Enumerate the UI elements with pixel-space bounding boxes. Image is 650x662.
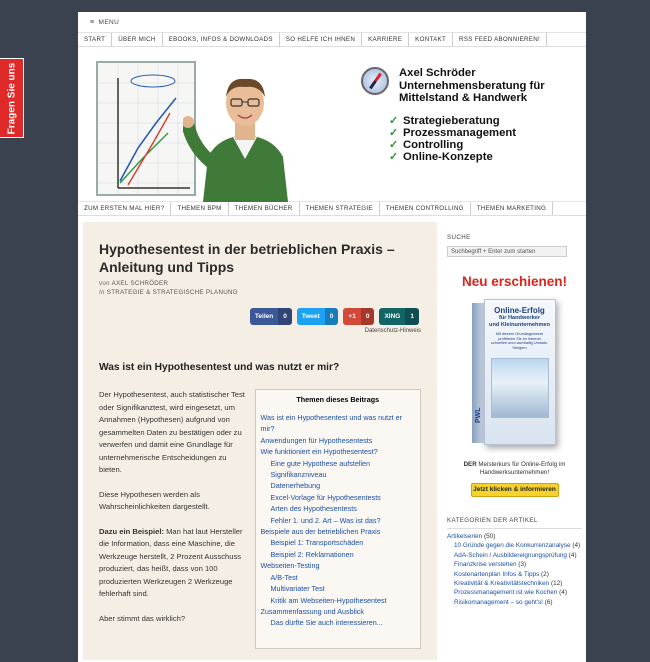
twitter-share-button[interactable]: Tweet 0 [297, 308, 339, 325]
mobile-menu-bar[interactable] [78, 12, 586, 33]
flipchart-drawing [98, 63, 194, 194]
checkmark-icon: ✓ [389, 139, 399, 152]
service-item: ✓ Online-Konzepte [389, 151, 493, 164]
toc-link[interactable]: Beispiel 2: Reklamationen [270, 549, 354, 559]
brand-line-2: Unternehmensberatung für [399, 79, 545, 92]
nav-item-strategy[interactable]: THEMEN STRATEGIE [300, 202, 380, 215]
feedback-side-tab[interactable] [0, 58, 24, 138]
facebook-share-button[interactable]: Teilen 0 [250, 308, 292, 325]
category-link[interactable]: Risikomanagement – so geht's! [454, 598, 543, 606]
toc-title: Themen dieses Beitrags [296, 395, 380, 404]
toc-link[interactable]: Beispiele aus der betrieblichen Praxis [260, 527, 381, 537]
section-heading: Was ist ein Hypothesentest und was nutzt er mir? [99, 362, 340, 373]
site-header-banner[interactable] [78, 47, 586, 202]
ebook-cover-image[interactable] [472, 299, 558, 449]
article-body [99, 389, 421, 649]
nav-item-contact[interactable]: KONTAKT [409, 33, 453, 46]
toc-link[interactable]: Multivariater Test [270, 584, 325, 594]
category-count: (4) [559, 589, 567, 597]
xing-share-button[interactable]: XING 1 [379, 308, 419, 325]
category-count: (4) [568, 551, 577, 559]
category-count: (2) [541, 570, 549, 578]
category-item [447, 570, 582, 579]
category-item [447, 541, 582, 550]
toc-link[interactable]: Anwendungen für Hypothesentests [260, 435, 373, 445]
compass-icon [361, 67, 389, 95]
category-item [447, 532, 582, 541]
category-item [447, 598, 582, 607]
nav-item-career[interactable]: KARRIERE [362, 33, 409, 46]
feedback-tab-label: Fragen Sie uns [6, 62, 17, 134]
categories-heading: KATEGORIEN DER ARTIKEL [447, 517, 582, 529]
toc-link[interactable]: Wie funktioniert ein Hypothesentest? [260, 447, 378, 457]
nav-item-controlling[interactable]: THEMEN CONTROLLING [380, 202, 471, 215]
toc-link[interactable]: Arten des Hypothesentests [270, 504, 357, 514]
nav-item-about[interactable]: ÜBER MICH [112, 33, 162, 46]
category-count: (4) [572, 542, 581, 550]
article-category: In STRATEGIE & STRATEGISCHE PLANUNG [99, 289, 238, 296]
category-link[interactable]: AdA-Schein / Ausbildereignungsprüfung [454, 551, 567, 559]
nav-item-rss[interactable]: RSS FEED ABONNIEREN! [453, 33, 547, 46]
paragraph: Aber stimmt das wirklich? [99, 613, 186, 623]
article-text [99, 389, 247, 649]
new-release-heading: Neu erschienen! [461, 274, 568, 289]
paragraph: Diese Hypothesen werden als Wahrscheinlichkeiten dargestellt. [99, 489, 210, 511]
category-item [447, 588, 582, 597]
privacy-notice-link[interactable]: Datenschutz-Hinweis [364, 328, 421, 334]
toc-link[interactable]: Webseiten-Testing [260, 561, 320, 571]
category-count: (12) [550, 580, 563, 588]
category-count: (3) [518, 561, 527, 569]
main-area [78, 216, 586, 660]
book-cover-photo [491, 358, 549, 418]
category-link[interactable]: 10 Gründe gegen die Konkurrenzanalyse [454, 542, 571, 550]
category-item [447, 579, 582, 588]
category-link[interactable]: Kostenartenplan Infos & Tipps [454, 570, 540, 578]
category-link[interactable]: Kreativität & Kreativitätstechniken [454, 580, 550, 588]
checkmark-icon: ✓ [389, 151, 399, 164]
service-item: ✓ Controlling [389, 139, 464, 152]
nav-item-start[interactable]: START [78, 33, 112, 46]
article-meta: von AXEL SCHRÖDER [99, 280, 169, 287]
primary-navigation [78, 33, 586, 47]
toc-link[interactable]: Das dürfte Sie auch interessieren... [270, 618, 383, 628]
example-paragraph: Dazu ein Beispiel: Man hat laut Hersteller die Information, dass eine Maschine, die Werkzeuge herstellt, 2 Prozent Ausschuss produziert, das heißt, dass von 100 produzierten Werkzeugen 2 Werkzeuge fehlerhaft sind. [99, 526, 243, 598]
toc-link[interactable]: Signifikanzniveau [270, 470, 327, 480]
book-spine-label: PWL [474, 407, 482, 423]
category-link[interactable]: Artikelserien [447, 533, 483, 540]
share-buttons [99, 308, 421, 325]
nav-item-services[interactable]: SO HELFE ICH IHNEN [280, 33, 362, 46]
consultant-photo [183, 67, 308, 202]
book-title: Online-Erfolg [494, 306, 545, 315]
toc-list [261, 412, 415, 629]
category-link[interactable]: STRATEGIE & STRATEGISCHE PLANUNG [106, 289, 238, 296]
category-item [447, 560, 582, 569]
category-count: (6) [544, 598, 553, 606]
hamburger-icon: ≡ [90, 18, 95, 26]
table-of-contents [255, 389, 421, 649]
toc-link[interactable]: A/B-Test [270, 572, 298, 582]
paragraph: Der Hypothesentest, auch statistischer Test oder Signifikanztest, wird eingesetzt, um Annahmen (Hypothesen) aufgrund von gesammelten Daten zu bestätigen oder zu verwerfen und damit eine Grundlage für unternehmerische Entscheidungen zu bieten. [99, 390, 245, 474]
toc-link[interactable]: Fehler 1. und 2. Art – Was ist das? [270, 515, 381, 525]
toc-link[interactable]: Datenerhebung [270, 481, 321, 491]
category-link[interactable]: Prozessmanagement ist wie Kochen [454, 589, 558, 597]
checkmark-icon: ✓ [389, 126, 399, 139]
category-link[interactable]: Finanzkrise verstehen [454, 561, 517, 569]
toc-link[interactable]: Excel-Vorlage für Hypothesentests [270, 492, 381, 502]
toc-link[interactable]: Eine gute Hypothese aufstellen [270, 458, 371, 468]
nav-item-books[interactable]: THEMEN BÜCHER [229, 202, 300, 215]
search-heading: SUCHE [447, 234, 471, 241]
category-item [447, 551, 582, 560]
toc-link[interactable]: Was ist ein Hypothesentest und was nutzt er mir? [260, 413, 403, 434]
category-list [447, 532, 582, 607]
googleplus-share-button[interactable]: +1 0 [343, 308, 374, 325]
nav-item-ebooks[interactable]: EBOOKS, INFOS & DOWNLOADS [163, 33, 280, 46]
nav-item-bpm[interactable]: THEMEN BPM [171, 202, 228, 215]
header-tagline [361, 67, 581, 164]
book-spine [472, 303, 484, 443]
service-item: ✓ Strategieberatung [389, 114, 500, 127]
brand-name: Axel Schröder [399, 67, 476, 79]
brand-line-3: Mittelstand & Handwerk [399, 92, 528, 104]
cta-button[interactable]: Jetzt klicken & informieren [471, 483, 559, 497]
category-count: (50) [483, 533, 496, 540]
author-link[interactable]: AXEL SCHRÖDER [111, 280, 169, 287]
menu-label: MENU [98, 18, 120, 26]
toc-link[interactable]: Kritik am Webseiten-Hypothesentest [270, 595, 387, 605]
book-front: Online-Erfolg für Handwerker und Kleinunternehmen Mit diesem Grundlagenwerk profitieren Sie im Internet schnellen und nachhaltig Umsatz-Steigern [484, 299, 556, 445]
nav-item-first-visit[interactable]: ZUM ERSTEN MAL HIER? [78, 202, 171, 215]
nav-item-marketing[interactable]: THEMEN MARKETING [471, 202, 553, 215]
page-container [78, 12, 586, 662]
service-item: ✓ Prozessmanagement [389, 126, 517, 139]
flipchart-illustration [96, 61, 196, 196]
toc-link[interactable]: Beispiel 1: Transportschäden [270, 538, 364, 548]
promo-text: DER Meisterkurs für Online-Erfolg im Handwerksunternehmen! [463, 461, 566, 476]
article [83, 222, 437, 660]
checkmark-icon: ✓ [389, 114, 399, 127]
search-input[interactable]: Suchbegriff + Enter zum starten [447, 246, 567, 257]
service-list [389, 115, 581, 164]
brand-block [361, 67, 581, 105]
sidebar [447, 216, 582, 660]
topic-navigation [78, 202, 586, 216]
book-subtitle: Mit diesem Grundlagenwerk profitieren Sie im Internet schnellen und nachhaltig Umsatz-Steigern [491, 332, 548, 350]
article-title: Hypothesentest in der betrieblichen Praxis – Anleitung und Tipps [99, 241, 395, 275]
toc-link[interactable]: Zusammenfassung und Ausblick [260, 606, 364, 616]
